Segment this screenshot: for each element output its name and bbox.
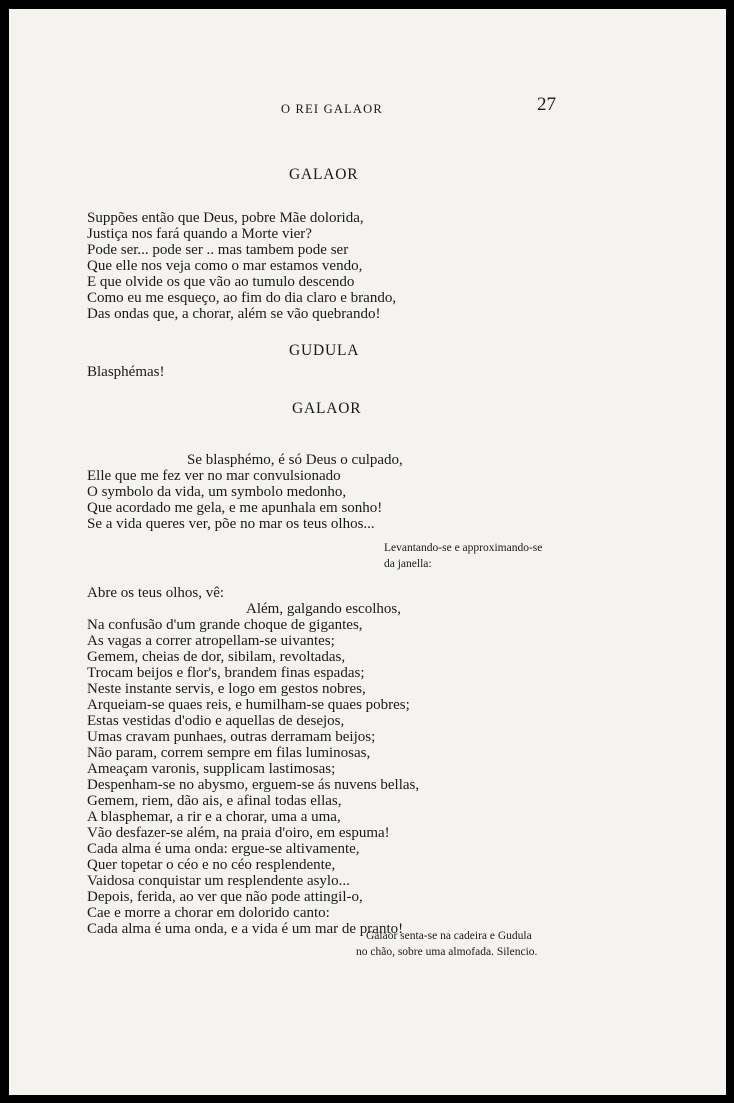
verse-line: O symbolo da vida, um symbolo medonho,: [87, 484, 347, 500]
verse-line: Justiça nos fará quando a Morte vier?: [87, 226, 312, 242]
verse-line: Como eu me esqueço, ao fim do dia claro e brando,: [87, 290, 397, 306]
verse-line: Arqueiam-se quaes reis, e humilham-se quaes pobres;: [87, 697, 410, 713]
verse-line: Cae e morre a chorar em dolorido canto:: [87, 905, 330, 921]
verse-line: As vagas a correr atropellam-se uivantes;: [87, 633, 335, 649]
verse-line: Despenham-se no abysmo, erguem-se ás nuvens bellas,: [87, 777, 420, 793]
verse-line: Pode ser... pode ser .. mas tambem pode ser: [87, 242, 349, 258]
verse-line: Ameaçam varonis, supplicam lastimosas;: [87, 761, 336, 777]
verse-line: Se a vida queres ver, põe no mar os teus olhos...: [87, 516, 375, 532]
verse-line: Elle que me fez ver no mar convulsionado: [87, 468, 341, 484]
verse-line: Além, galgando escolhos,: [246, 601, 401, 617]
verse-line: Que acordado me gela, e me apunhala em sonho!: [87, 500, 383, 516]
verse-line: Estas vestidas d'odio e aquellas de desejos,: [87, 713, 345, 729]
speaker-name: GALAOR: [289, 166, 359, 183]
verse-line: Gemem, cheias de dor, sibilam, revoltadas,: [87, 649, 346, 665]
stage-direction: no chão, sobre uma almofada. Silencio.: [356, 946, 538, 958]
verse-line: Vaidosa conquistar um resplendente asylo...: [87, 873, 350, 889]
verse-line: A blasphemar, a rir e a chorar, uma a uma,: [87, 809, 341, 825]
stage-direction: Galaor senta-se na cadeira e Gudula: [366, 930, 532, 942]
verse-line: Abre os teus olhos, vê:: [87, 585, 225, 601]
verse-line: Cada alma é uma onda, e a vida é um mar de pranto!: [87, 921, 404, 937]
speaker-name: GALAOR: [292, 400, 362, 417]
page-number: 27: [537, 94, 556, 115]
speaker-name: GUDULA: [289, 342, 360, 359]
verse-line: E que olvide os que vão ao tumulo descendo: [87, 274, 355, 290]
book-page: [9, 9, 726, 1095]
verse-line: Cada alma é uma onda: ergue-se altivamente,: [87, 841, 360, 857]
verse-line: Umas cravam punhaes, outras derramam beijos;: [87, 729, 376, 745]
verse-line: Gemem, riem, dão ais, e afinal todas ellas,: [87, 793, 342, 809]
verse-line: Suppões então que Deus, pobre Mãe dolorida,: [87, 210, 364, 226]
running-head: O REI GALAOR: [281, 102, 383, 116]
verse-line: Que elle nos veja como o mar estamos vendo,: [87, 258, 363, 274]
verse-line: Trocam beijos e flor's, brandem finas espadas;: [87, 665, 365, 681]
verse-line: Quer topetar o céo e no céo resplendente,: [87, 857, 336, 873]
verse-line: Vão desfazer-se além, na praia d'oiro, em espuma!: [87, 825, 390, 841]
verse-line: Não param, correm sempre em filas luminosas,: [87, 745, 371, 761]
verse-line: Se blasphémo, é só Deus o culpado,: [187, 452, 403, 468]
stage-direction: da janella:: [384, 558, 432, 570]
verse-line: Das ondas que, a chorar, além se vão quebrando!: [87, 306, 381, 322]
verse-line: Na confusão d'um grande choque de gigantes,: [87, 617, 363, 633]
stage-direction: Levantando-se e approximando-se: [384, 542, 543, 554]
verse-line: Depois, ferida, ao ver que não pode attingil-o,: [87, 889, 363, 905]
verse-line: Blasphémas!: [87, 364, 165, 380]
verse-line: Neste instante servis, e logo em gestos nobres,: [87, 681, 366, 697]
